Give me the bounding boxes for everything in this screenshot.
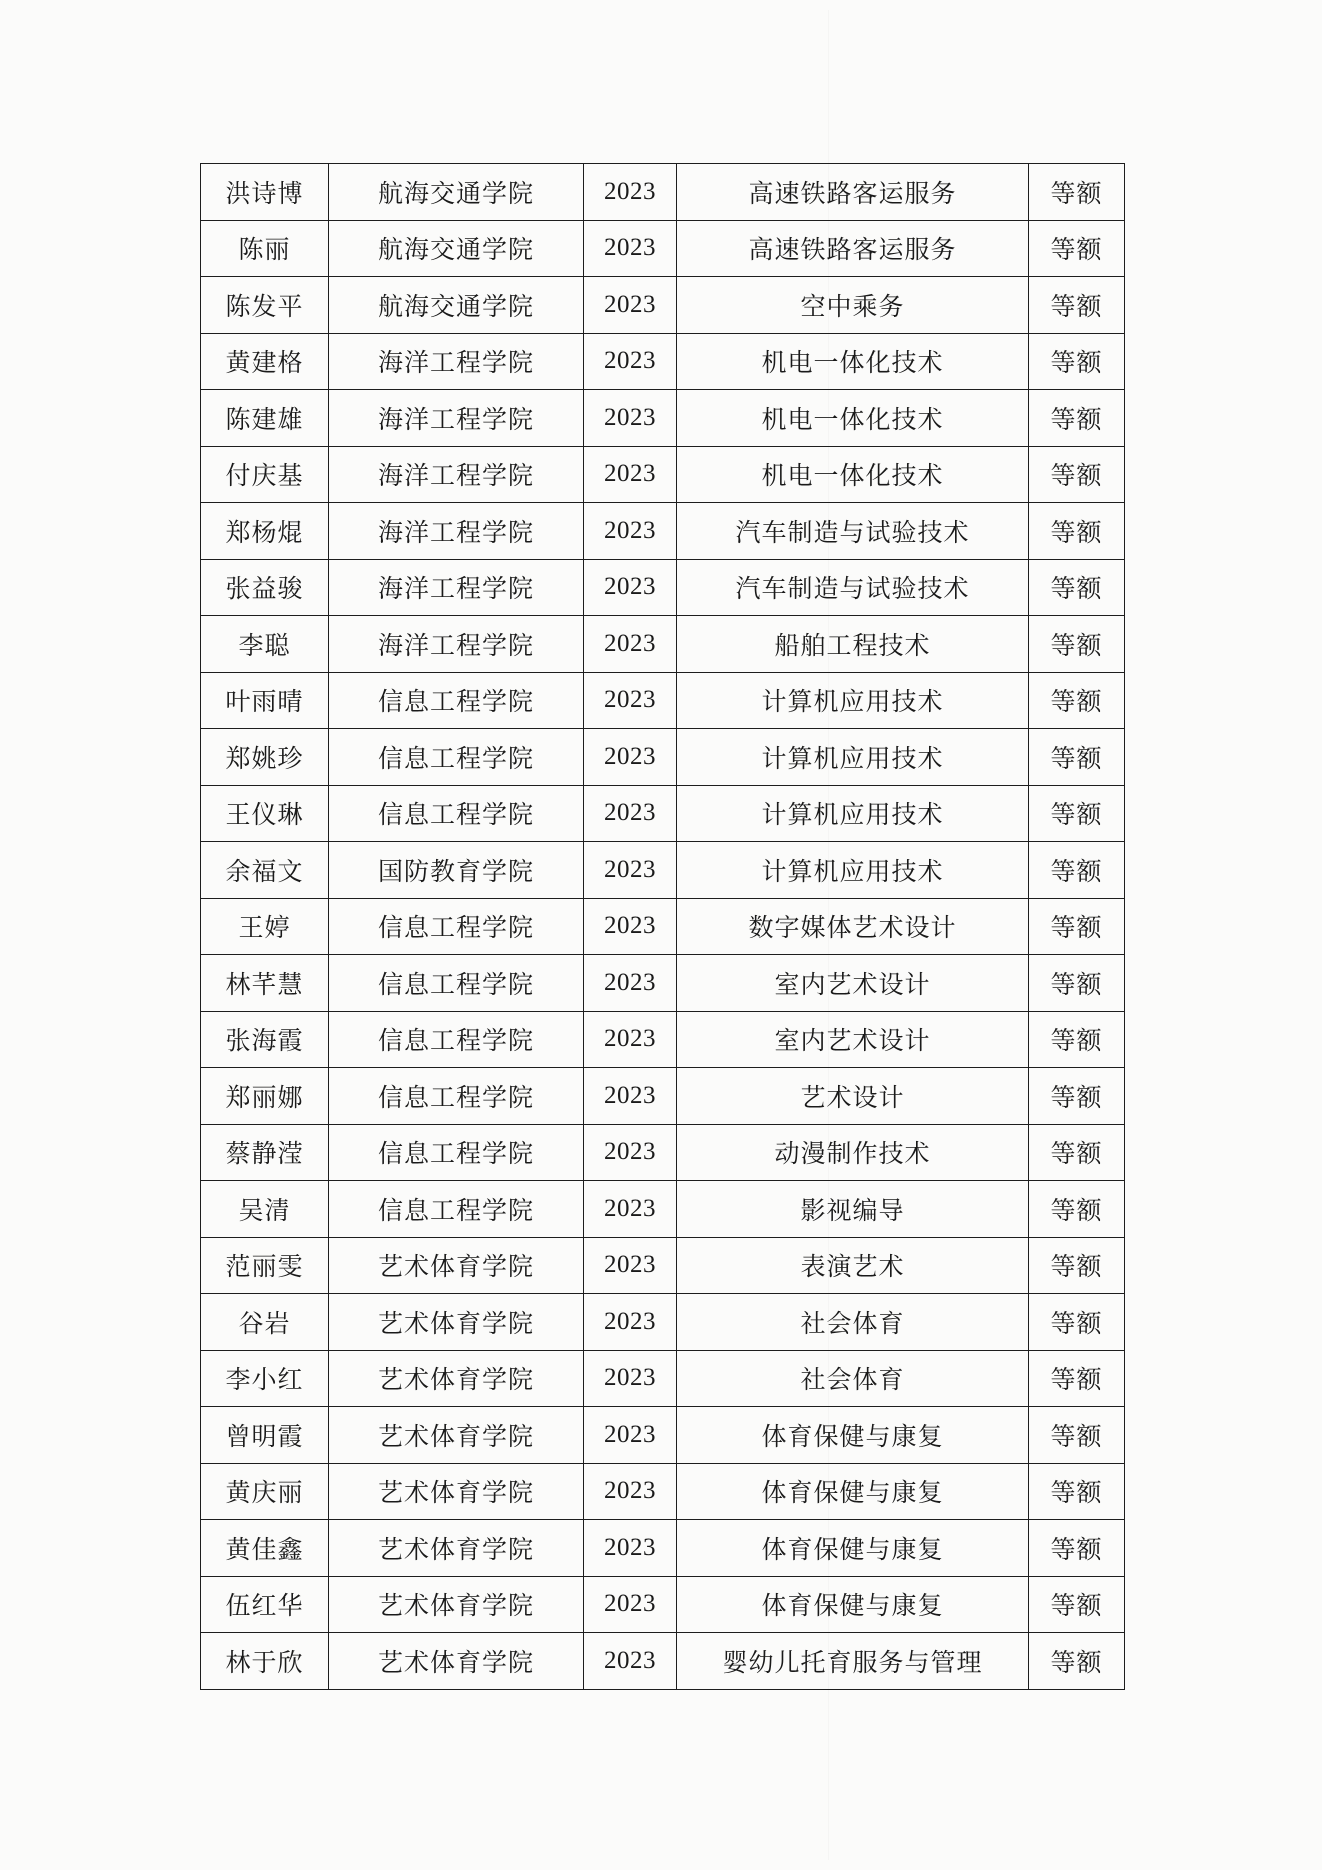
cell-name: 李小红 — [201, 1350, 329, 1407]
cell-major: 机电一体化技术 — [677, 446, 1029, 503]
cell-year: 2023 — [584, 1520, 677, 1577]
cell-year: 2023 — [584, 1294, 677, 1351]
cell-college: 信息工程学院 — [329, 729, 584, 786]
cell-college: 海洋工程学院 — [329, 446, 584, 503]
cell-year: 2023 — [584, 1237, 677, 1294]
cell-major: 高速铁路客运服务 — [677, 220, 1029, 277]
cell-college: 艺术体育学院 — [329, 1237, 584, 1294]
cell-year: 2023 — [584, 559, 677, 616]
cell-major: 室内艺术设计 — [677, 955, 1029, 1012]
cell-name: 黄佳鑫 — [201, 1520, 329, 1577]
cell-name: 王婷 — [201, 898, 329, 955]
cell-name: 郑姚珍 — [201, 729, 329, 786]
cell-name: 陈丽 — [201, 220, 329, 277]
cell-major: 汽车制造与试验技术 — [677, 559, 1029, 616]
cell-year: 2023 — [584, 785, 677, 842]
cell-type: 等额 — [1029, 842, 1125, 899]
cell-name: 郑丽娜 — [201, 1068, 329, 1125]
cell-year: 2023 — [584, 1124, 677, 1181]
cell-major: 机电一体化技术 — [677, 390, 1029, 447]
cell-year: 2023 — [584, 1011, 677, 1068]
cell-college: 海洋工程学院 — [329, 503, 584, 560]
table-row — [201, 1576, 1125, 1633]
cell-name: 蔡静滢 — [201, 1124, 329, 1181]
table-row — [201, 446, 1125, 503]
cell-name: 林芊慧 — [201, 955, 329, 1012]
cell-name: 黄庆丽 — [201, 1463, 329, 1520]
cell-name: 付庆基 — [201, 446, 329, 503]
cell-type: 等额 — [1029, 1237, 1125, 1294]
cell-major: 体育保健与康复 — [677, 1576, 1029, 1633]
table-row — [201, 1068, 1125, 1125]
cell-college: 信息工程学院 — [329, 898, 584, 955]
table-row — [201, 559, 1125, 616]
cell-type: 等额 — [1029, 390, 1125, 447]
cell-college: 艺术体育学院 — [329, 1576, 584, 1633]
cell-type: 等额 — [1029, 1520, 1125, 1577]
cell-major: 社会体育 — [677, 1350, 1029, 1407]
cell-year: 2023 — [584, 1576, 677, 1633]
cell-name: 郑杨焜 — [201, 503, 329, 560]
table-row — [201, 1633, 1125, 1690]
cell-type: 等额 — [1029, 672, 1125, 729]
cell-major: 机电一体化技术 — [677, 333, 1029, 390]
cell-college: 信息工程学院 — [329, 1124, 584, 1181]
cell-major: 计算机应用技术 — [677, 842, 1029, 899]
cell-major: 计算机应用技术 — [677, 785, 1029, 842]
cell-year: 2023 — [584, 390, 677, 447]
cell-name: 张海霞 — [201, 1011, 329, 1068]
cell-name: 谷岩 — [201, 1294, 329, 1351]
table-row — [201, 729, 1125, 786]
cell-major: 空中乘务 — [677, 277, 1029, 334]
table-row — [201, 1181, 1125, 1238]
cell-college: 航海交通学院 — [329, 277, 584, 334]
cell-college: 信息工程学院 — [329, 672, 584, 729]
cell-year: 2023 — [584, 164, 677, 221]
cell-major: 船舶工程技术 — [677, 616, 1029, 673]
cell-type: 等额 — [1029, 1463, 1125, 1520]
cell-major: 汽车制造与试验技术 — [677, 503, 1029, 560]
cell-year: 2023 — [584, 220, 677, 277]
cell-type: 等额 — [1029, 1576, 1125, 1633]
cell-year: 2023 — [584, 1407, 677, 1464]
cell-type: 等额 — [1029, 1181, 1125, 1238]
table-row — [201, 220, 1125, 277]
cell-major: 表演艺术 — [677, 1237, 1029, 1294]
table-row — [201, 1463, 1125, 1520]
cell-name: 林于欣 — [201, 1633, 329, 1690]
table-row — [201, 1237, 1125, 1294]
cell-year: 2023 — [584, 333, 677, 390]
table-row — [201, 785, 1125, 842]
cell-name: 王仪琳 — [201, 785, 329, 842]
roster-table — [200, 163, 1125, 1690]
table-row — [201, 1124, 1125, 1181]
cell-type: 等额 — [1029, 898, 1125, 955]
table-row — [201, 1407, 1125, 1464]
cell-college: 航海交通学院 — [329, 164, 584, 221]
cell-name: 陈发平 — [201, 277, 329, 334]
cell-year: 2023 — [584, 1350, 677, 1407]
cell-year: 2023 — [584, 1463, 677, 1520]
cell-name: 陈建雄 — [201, 390, 329, 447]
table-row — [201, 1520, 1125, 1577]
cell-major: 体育保健与康复 — [677, 1407, 1029, 1464]
cell-name: 吴清 — [201, 1181, 329, 1238]
cell-major: 体育保健与康复 — [677, 1520, 1029, 1577]
cell-type: 等额 — [1029, 616, 1125, 673]
table-row — [201, 333, 1125, 390]
cell-type: 等额 — [1029, 1011, 1125, 1068]
cell-college: 艺术体育学院 — [329, 1350, 584, 1407]
cell-college: 艺术体育学院 — [329, 1633, 584, 1690]
table-row — [201, 898, 1125, 955]
cell-year: 2023 — [584, 1181, 677, 1238]
cell-type: 等额 — [1029, 1350, 1125, 1407]
cell-year: 2023 — [584, 1633, 677, 1690]
cell-major: 计算机应用技术 — [677, 672, 1029, 729]
table-row — [201, 1011, 1125, 1068]
cell-year: 2023 — [584, 616, 677, 673]
cell-college: 艺术体育学院 — [329, 1407, 584, 1464]
cell-type: 等额 — [1029, 559, 1125, 616]
cell-name: 黄建格 — [201, 333, 329, 390]
cell-name: 余福文 — [201, 842, 329, 899]
cell-college: 国防教育学院 — [329, 842, 584, 899]
table-row — [201, 164, 1125, 221]
table-row — [201, 503, 1125, 560]
cell-type: 等额 — [1029, 220, 1125, 277]
cell-type: 等额 — [1029, 1294, 1125, 1351]
cell-name: 洪诗博 — [201, 164, 329, 221]
cell-year: 2023 — [584, 672, 677, 729]
cell-type: 等额 — [1029, 1124, 1125, 1181]
cell-major: 体育保健与康复 — [677, 1463, 1029, 1520]
cell-major: 高速铁路客运服务 — [677, 164, 1029, 221]
cell-type: 等额 — [1029, 277, 1125, 334]
cell-name: 李聪 — [201, 616, 329, 673]
cell-name: 张益骏 — [201, 559, 329, 616]
cell-college: 海洋工程学院 — [329, 559, 584, 616]
cell-college: 信息工程学院 — [329, 1068, 584, 1125]
cell-type: 等额 — [1029, 446, 1125, 503]
cell-year: 2023 — [584, 842, 677, 899]
cell-major: 社会体育 — [677, 1294, 1029, 1351]
cell-college: 艺术体育学院 — [329, 1520, 584, 1577]
cell-college: 海洋工程学院 — [329, 616, 584, 673]
cell-year: 2023 — [584, 446, 677, 503]
cell-type: 等额 — [1029, 955, 1125, 1012]
table-row — [201, 1294, 1125, 1351]
cell-type: 等额 — [1029, 785, 1125, 842]
cell-college: 信息工程学院 — [329, 785, 584, 842]
cell-year: 2023 — [584, 729, 677, 786]
cell-college: 信息工程学院 — [329, 1181, 584, 1238]
table-row — [201, 672, 1125, 729]
cell-major: 艺术设计 — [677, 1068, 1029, 1125]
cell-college: 艺术体育学院 — [329, 1463, 584, 1520]
cell-type: 等额 — [1029, 164, 1125, 221]
cell-major: 计算机应用技术 — [677, 729, 1029, 786]
cell-year: 2023 — [584, 898, 677, 955]
cell-year: 2023 — [584, 955, 677, 1012]
cell-type: 等额 — [1029, 1068, 1125, 1125]
table-row — [201, 390, 1125, 447]
cell-type: 等额 — [1029, 333, 1125, 390]
cell-college: 艺术体育学院 — [329, 1294, 584, 1351]
cell-college: 海洋工程学院 — [329, 333, 584, 390]
cell-type: 等额 — [1029, 503, 1125, 560]
cell-major: 室内艺术设计 — [677, 1011, 1029, 1068]
cell-year: 2023 — [584, 277, 677, 334]
cell-major: 影视编导 — [677, 1181, 1029, 1238]
table-row — [201, 955, 1125, 1012]
table-row — [201, 1350, 1125, 1407]
cell-college: 航海交通学院 — [329, 220, 584, 277]
table-row — [201, 842, 1125, 899]
table-row — [201, 616, 1125, 673]
cell-major: 数字媒体艺术设计 — [677, 898, 1029, 955]
cell-college: 信息工程学院 — [329, 1011, 584, 1068]
cell-year: 2023 — [584, 1068, 677, 1125]
cell-major: 动漫制作技术 — [677, 1124, 1029, 1181]
cell-name: 伍红华 — [201, 1576, 329, 1633]
cell-college: 海洋工程学院 — [329, 390, 584, 447]
cell-name: 曾明霞 — [201, 1407, 329, 1464]
cell-type: 等额 — [1029, 729, 1125, 786]
cell-name: 范丽雯 — [201, 1237, 329, 1294]
table-row — [201, 277, 1125, 334]
cell-type: 等额 — [1029, 1407, 1125, 1464]
cell-college: 信息工程学院 — [329, 955, 584, 1012]
cell-type: 等额 — [1029, 1633, 1125, 1690]
cell-year: 2023 — [584, 503, 677, 560]
roster-table-body — [201, 164, 1125, 1690]
cell-name: 叶雨晴 — [201, 672, 329, 729]
cell-major: 婴幼儿托育服务与管理 — [677, 1633, 1029, 1690]
